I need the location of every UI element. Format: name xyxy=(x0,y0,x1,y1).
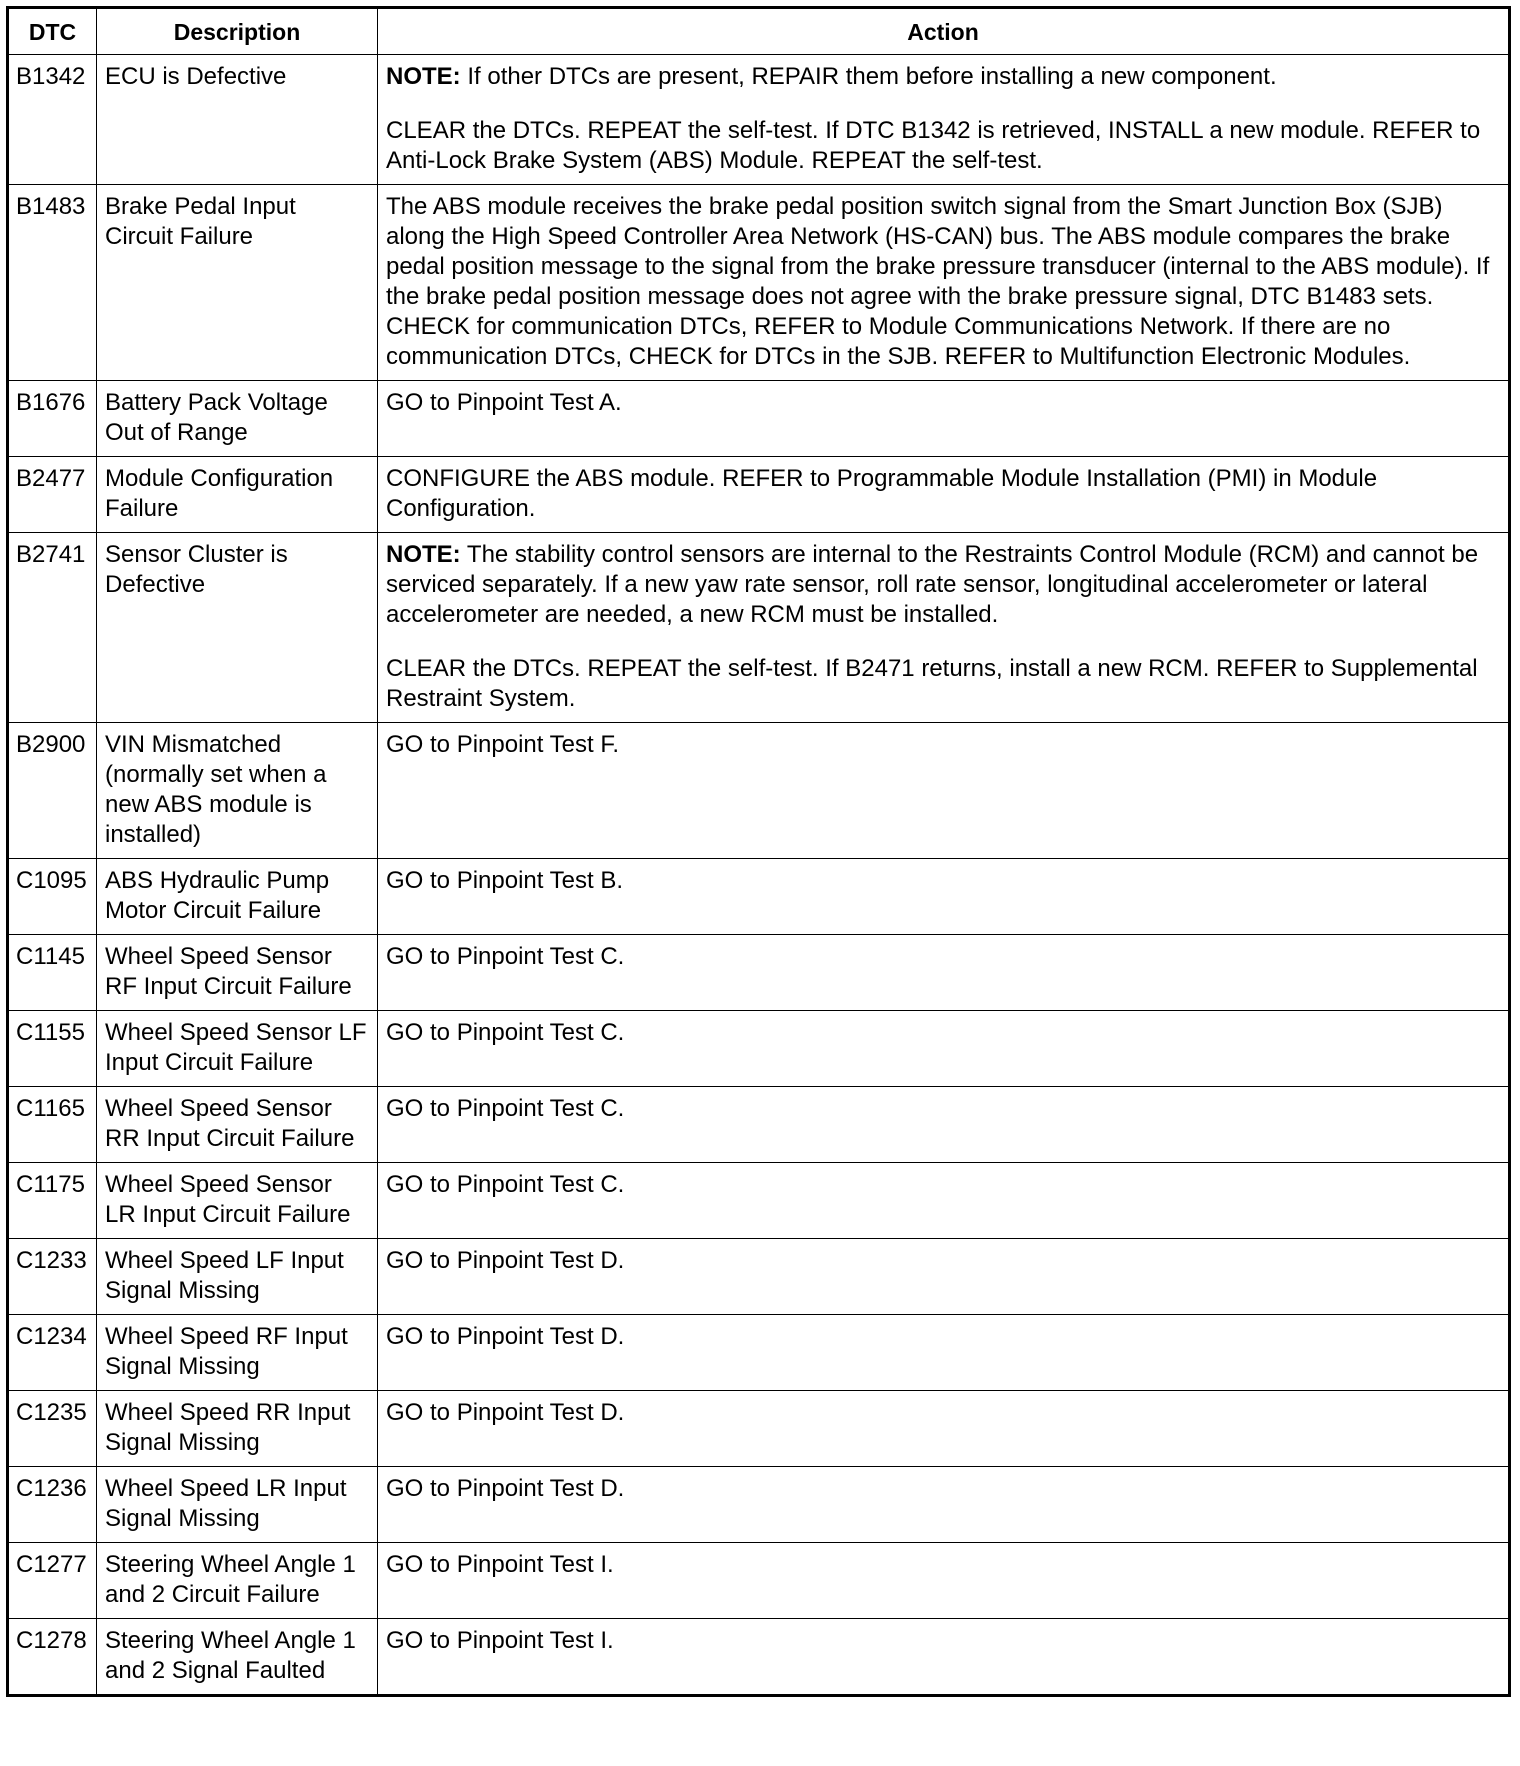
action-cell xyxy=(378,1467,1510,1543)
description-cell: VIN Mismatched (normally set when a new ABS module is installed) xyxy=(97,723,378,859)
description-cell: Steering Wheel Angle 1 and 2 Circuit Failure xyxy=(97,1543,378,1619)
dtc-code-cell: C1095 xyxy=(8,859,97,935)
dtc-code-cell: C1277 xyxy=(8,1543,97,1619)
table-row xyxy=(8,185,1510,381)
action-cell xyxy=(378,55,1510,185)
description-cell: ABS Hydraulic Pump Motor Circuit Failure xyxy=(97,859,378,935)
description-cell: Wheel Speed Sensor LR Input Circuit Failure xyxy=(97,1163,378,1239)
description-cell: Wheel Speed Sensor RR Input Circuit Failure xyxy=(97,1087,378,1163)
action-paragraph xyxy=(386,1550,1500,1580)
dtc-code-cell: C1145 xyxy=(8,935,97,1011)
dtc-code-cell: C1236 xyxy=(8,1467,97,1543)
table-row xyxy=(8,1011,1510,1087)
dtc-code-cell: C1233 xyxy=(8,1239,97,1315)
action-cell xyxy=(378,723,1510,859)
header-dtc: DTC xyxy=(8,8,97,55)
table-row xyxy=(8,1619,1510,1696)
action-text: GO to Pinpoint Test C. xyxy=(386,943,625,970)
table-row xyxy=(8,457,1510,533)
dtc-code-cell: B1676 xyxy=(8,381,97,457)
table-row xyxy=(8,1087,1510,1163)
action-text: GO to Pinpoint Test B. xyxy=(386,867,624,894)
action-text: GO to Pinpoint Test D. xyxy=(386,1475,625,1502)
description-cell: Module Configuration Failure xyxy=(97,457,378,533)
action-paragraph xyxy=(386,1322,1500,1352)
description-cell: Wheel Speed RR Input Signal Missing xyxy=(97,1391,378,1467)
action-paragraph xyxy=(386,654,1500,714)
action-text: GO to Pinpoint Test I. xyxy=(386,1627,614,1654)
note-label: NOTE: xyxy=(386,63,461,90)
action-text: If other DTCs are present, REPAIR them before installing a new component. xyxy=(460,63,1277,90)
dtc-code-cell: B1483 xyxy=(8,185,97,381)
table-row xyxy=(8,55,1510,185)
table-row xyxy=(8,1239,1510,1315)
action-cell xyxy=(378,1087,1510,1163)
table-row xyxy=(8,533,1510,723)
action-paragraph xyxy=(386,1398,1500,1428)
action-cell xyxy=(378,1011,1510,1087)
description-cell: Battery Pack Voltage Out of Range xyxy=(97,381,378,457)
action-cell xyxy=(378,1239,1510,1315)
action-paragraph xyxy=(386,464,1500,524)
dtc-code-cell: C1234 xyxy=(8,1315,97,1391)
action-cell xyxy=(378,859,1510,935)
action-cell xyxy=(378,457,1510,533)
table-row xyxy=(8,723,1510,859)
dtc-table xyxy=(6,6,1511,1697)
description-cell: Sensor Cluster is Defective xyxy=(97,533,378,723)
note-label: NOTE: xyxy=(386,541,461,568)
dtc-code-cell: B2900 xyxy=(8,723,97,859)
header-row xyxy=(8,8,1510,55)
table-row xyxy=(8,1391,1510,1467)
action-text: The stability control sensors are internal to the Restraints Control Module (RCM) and cannot be serviced separately. If a new yaw rate sensor, roll rate sensor, longitudinal accelerometer or lateral accelerometer are needed, a new RCM must be installed. xyxy=(386,541,1479,628)
action-paragraph xyxy=(386,540,1500,630)
action-text: GO to Pinpoint Test C. xyxy=(386,1095,625,1122)
action-paragraph xyxy=(386,866,1500,896)
action-paragraph xyxy=(386,1018,1500,1048)
action-text: GO to Pinpoint Test D. xyxy=(386,1399,625,1426)
description-cell: ECU is Defective xyxy=(97,55,378,185)
description-cell: Wheel Speed LF Input Signal Missing xyxy=(97,1239,378,1315)
table-row xyxy=(8,935,1510,1011)
dtc-code-cell: B2477 xyxy=(8,457,97,533)
description-cell: Steering Wheel Angle 1 and 2 Signal Faulted xyxy=(97,1619,378,1696)
table-row xyxy=(8,1315,1510,1391)
action-paragraph xyxy=(386,1170,1500,1200)
action-paragraph xyxy=(386,1474,1500,1504)
action-paragraph xyxy=(386,1246,1500,1276)
table-header xyxy=(8,8,1510,55)
description-cell: Wheel Speed RF Input Signal Missing xyxy=(97,1315,378,1391)
action-paragraph xyxy=(386,192,1500,372)
dtc-code-cell: B2741 xyxy=(8,533,97,723)
table-row xyxy=(8,1543,1510,1619)
action-cell xyxy=(378,381,1510,457)
dtc-code-cell: C1155 xyxy=(8,1011,97,1087)
action-cell xyxy=(378,1315,1510,1391)
action-paragraph xyxy=(386,730,1500,760)
action-text: CLEAR the DTCs. REPEAT the self-test. If B2471 returns, install a new RCM. REFER to Supplemental Restraint System. xyxy=(386,655,1478,712)
action-text: GO to Pinpoint Test F. xyxy=(386,731,620,758)
action-cell xyxy=(378,185,1510,381)
action-paragraph xyxy=(386,942,1500,972)
action-cell xyxy=(378,935,1510,1011)
dtc-code-cell: C1235 xyxy=(8,1391,97,1467)
action-cell xyxy=(378,1391,1510,1467)
action-paragraph xyxy=(386,1094,1500,1124)
dtc-code-cell: B1342 xyxy=(8,55,97,185)
description-cell: Brake Pedal Input Circuit Failure xyxy=(97,185,378,381)
dtc-code-cell: C1278 xyxy=(8,1619,97,1696)
header-description: Description xyxy=(97,8,378,55)
action-text: GO to Pinpoint Test I. xyxy=(386,1551,614,1578)
description-cell: Wheel Speed Sensor RF Input Circuit Failure xyxy=(97,935,378,1011)
action-text: GO to Pinpoint Test C. xyxy=(386,1171,625,1198)
description-cell: Wheel Speed LR Input Signal Missing xyxy=(97,1467,378,1543)
action-cell xyxy=(378,1543,1510,1619)
action-text: CONFIGURE the ABS module. REFER to Programmable Module Installation (PMI) in Module Configuration. xyxy=(386,465,1378,522)
action-text: GO to Pinpoint Test C. xyxy=(386,1019,625,1046)
table-row xyxy=(8,1163,1510,1239)
dtc-code-cell: C1165 xyxy=(8,1087,97,1163)
dtc-code-cell: C1175 xyxy=(8,1163,97,1239)
action-text: GO to Pinpoint Test D. xyxy=(386,1247,625,1274)
action-text: GO to Pinpoint Test A. xyxy=(386,389,622,416)
table-row xyxy=(8,381,1510,457)
action-text: CLEAR the DTCs. REPEAT the self-test. If DTC B1342 is retrieved, INSTALL a new module. REFER to Anti-Lock Brake System (ABS) Module. REPEAT the self-test. xyxy=(386,117,1481,174)
action-cell xyxy=(378,1619,1510,1696)
action-text: The ABS module receives the brake pedal position switch signal from the Smart Junction Box (SJB) along the High Speed Controller Area Network (HS-CAN) bus. The ABS module compares the brake pedal position message to the signal from the brake pressure transducer (internal to the ABS module). If the brake pedal position message does not agree with the brake pressure signal, DTC B1483 sets. CHECK for communication DTCs, REFER to Module Communications Network. If there are no communication DTCs, CHECK for DTCs in the SJB. REFER to Multifunction Electronic Modules. xyxy=(386,193,1490,370)
action-paragraph xyxy=(386,116,1500,176)
action-paragraph xyxy=(386,62,1500,92)
table-body xyxy=(8,55,1510,1696)
action-paragraph xyxy=(386,1626,1500,1656)
table-row xyxy=(8,1467,1510,1543)
table-row xyxy=(8,859,1510,935)
action-paragraph xyxy=(386,388,1500,418)
action-cell xyxy=(378,533,1510,723)
action-text: GO to Pinpoint Test D. xyxy=(386,1323,625,1350)
action-cell xyxy=(378,1163,1510,1239)
description-cell: Wheel Speed Sensor LF Input Circuit Failure xyxy=(97,1011,378,1087)
header-action: Action xyxy=(378,8,1510,55)
